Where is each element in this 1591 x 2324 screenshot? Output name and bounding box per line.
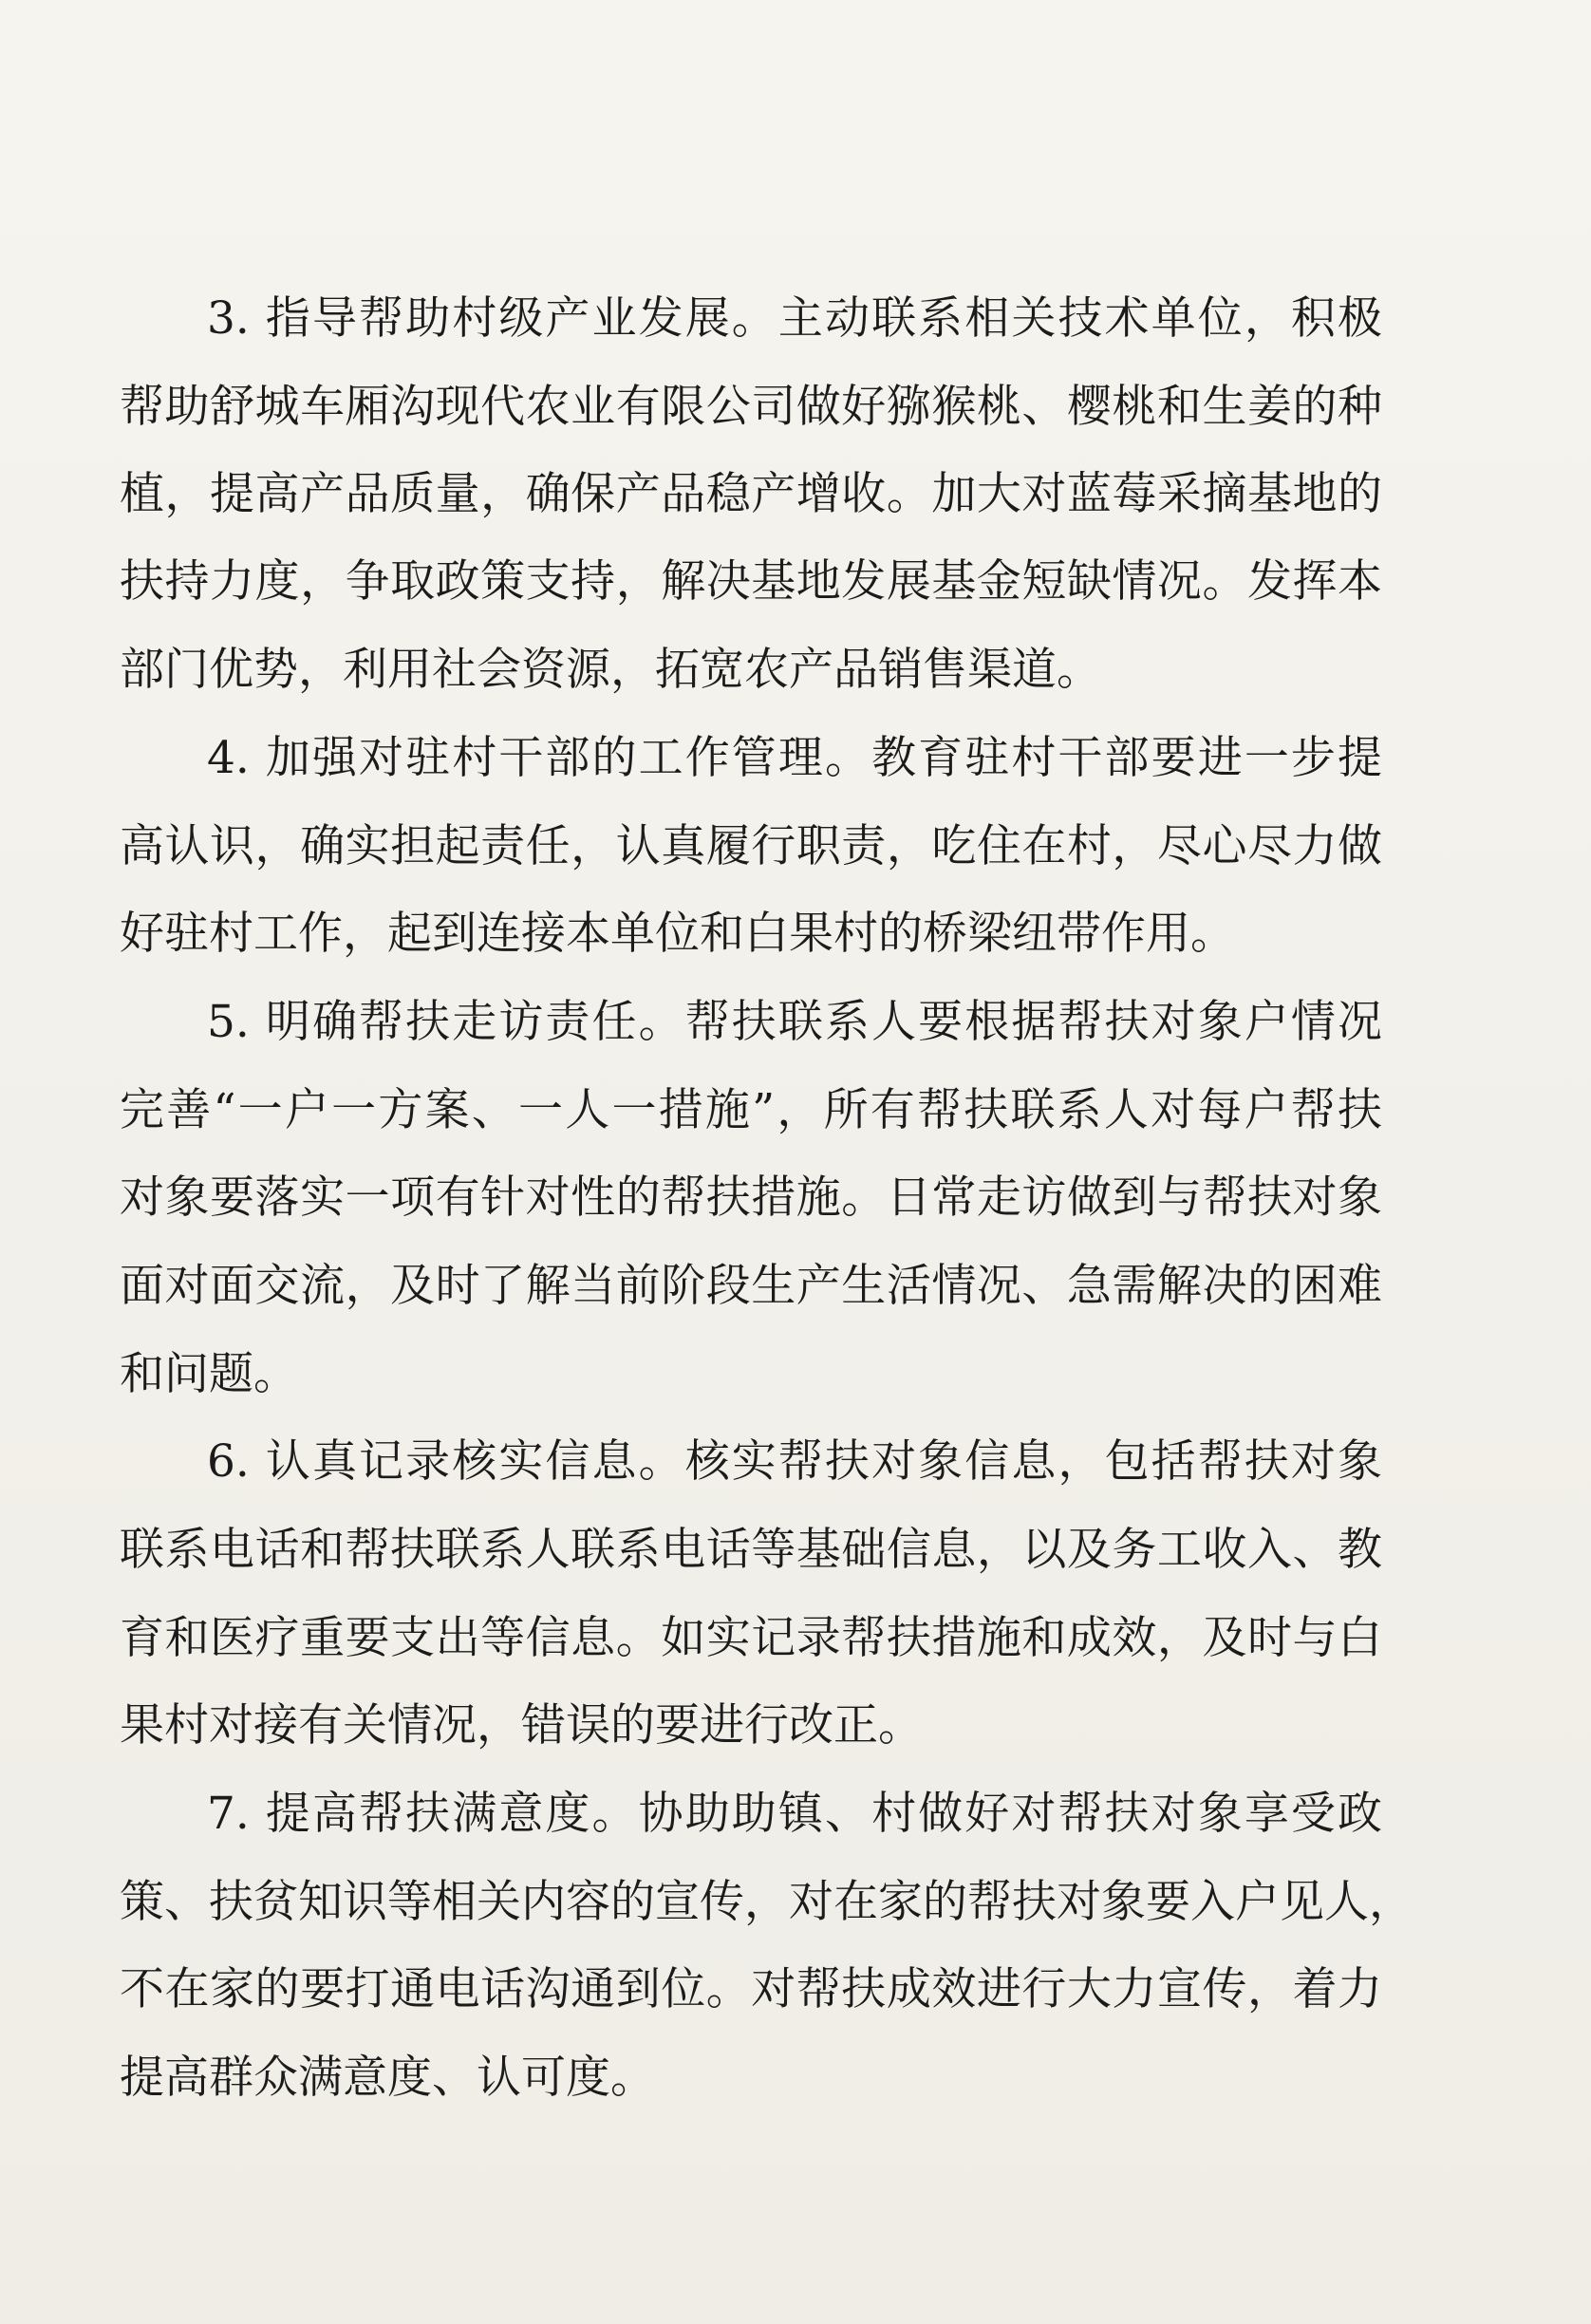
item-7-line-1: 7. 提高帮扶满意度。协助助镇、村做好对帮扶对象享受政 — [207, 1788, 1382, 1840]
item-4-line-1: 4. 加强对驻村干部的工作管理。教育驻村干部要进一步提 — [207, 732, 1382, 784]
item-6-line-1: 6. 认真记录核实信息。核实帮扶对象信息，包括帮扶对象 — [207, 1435, 1382, 1488]
item-5-line-5: 和问题。 — [120, 1348, 298, 1400]
item-6-line-3: 育和医疗重要支出等信息。如实记录帮扶措施和成效，及时与白 — [120, 1612, 1382, 1664]
item-6-line-4: 果村对接有关情况，错误的要进行改正。 — [120, 1699, 923, 1752]
item-5-line-4: 面对面交流，及时了解当前阶段生产生活情况、急需解决的困难 — [120, 1260, 1382, 1312]
item-4-line-3: 好驻村工作，起到连接本单位和白果村的桥梁纽带作用。 — [120, 908, 1235, 960]
item-3-line-4: 扶持力度，争取政策支持，解决基地发展基金短缺情况。发挥本 — [120, 555, 1382, 608]
item-3-line-2: 帮助舒城车厢沟现代农业有限公司做好猕猴桃、樱桃和生姜的种 — [120, 381, 1382, 433]
item-4-line-2: 高认识，确实担起责任，认真履行职责，吃住在村，尽心尽力做 — [120, 820, 1382, 872]
item-3-line-5: 部门优势，利用社会资源，拓宽农产品销售渠道。 — [120, 644, 1101, 696]
item-5-line-2: 完善“一户一方案、一人一措施”，所有帮扶联系人对每户帮扶 — [120, 1084, 1382, 1136]
item-6-line-2: 联系电话和帮扶联系人联系电话等基础信息，以及务工收入、教 — [120, 1524, 1382, 1576]
item-3-line-1: 3. 指导帮助村级产业发展。主动联系相关技术单位，积极 — [207, 292, 1382, 345]
item-7-line-2: 策、扶贫知识等相关内容的宣传，对在家的帮扶对象要入户见人， — [120, 1876, 1413, 1928]
item-5-line-1: 5. 明确帮扶走访责任。帮扶联系人要根据帮扶对象户情况 — [207, 996, 1382, 1048]
item-3-line-3: 植，提高产品质量，确保产品稳产增收。加大对蓝莓采摘基地的 — [120, 468, 1382, 520]
item-5-line-3: 对象要落实一项有针对性的帮扶措施。日常走访做到与帮扶对象 — [120, 1171, 1382, 1224]
item-7-line-3: 不在家的要打通电话沟通到位。对帮扶成效进行大力宣传，着力 — [120, 1963, 1382, 2015]
item-7-line-4: 提高群众满意度、认可度。 — [120, 2052, 655, 2104]
